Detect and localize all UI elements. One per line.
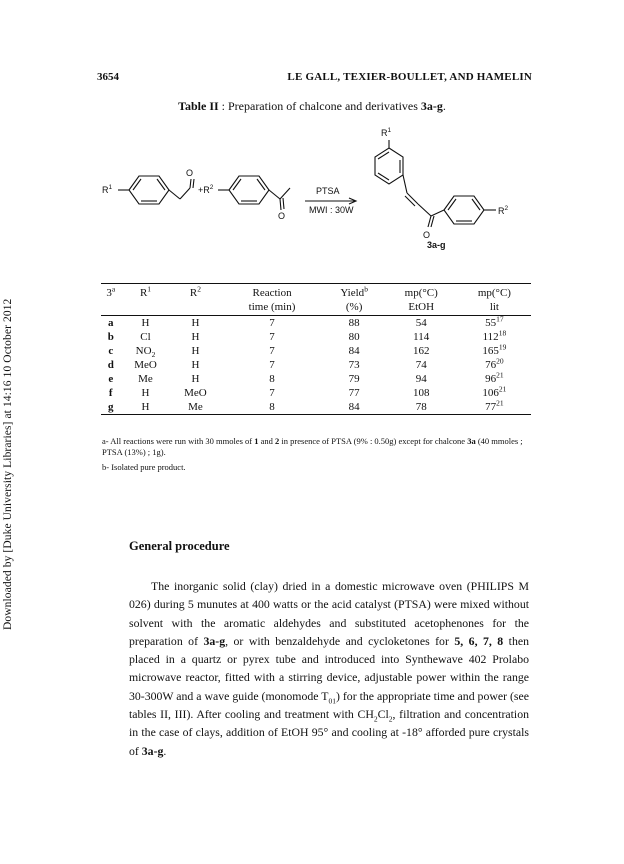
table-row [101,316,531,331]
col-subheader [170,300,220,316]
cell-yield: 79 [348,373,360,385]
cell-lit: $76^{20}$ [485,356,504,371]
scheme-ketone-oxygen: O [278,211,286,221]
cell-time: 7 [269,359,275,371]
table-row [101,344,531,358]
col-header-reaction: Reaction [220,284,323,301]
cell-mp: 78 [385,400,458,415]
cell-r2: H [191,317,200,329]
col-subheader-time: time (min) [220,300,323,316]
cell-lit: $112^{18}$ [482,328,507,343]
running-title: LE GALL, TEXIER-BOULLET, AND HAMELIN [287,71,532,83]
cell-time: 7 [269,345,275,357]
footnote-b: b- Isolated pure product. [102,462,186,472]
cell-time: 7 [269,331,275,343]
col-header-yield: Yield$^b$ [324,284,385,301]
scheme-product-label: 3a-g [427,240,446,250]
cell-yield: 73 [348,359,360,371]
cell-compound: a [108,317,114,329]
cell-r2: MeO [184,387,207,399]
cell-yield: 88 [348,317,360,329]
section-heading: General procedure [129,539,230,553]
cell-compound: d [107,359,114,371]
cell-r1: H [121,400,171,415]
table-label: Table II [178,99,219,113]
table-row [101,372,531,386]
col-subheader-percent: (%) [324,300,385,316]
cell-compound: c [108,345,114,357]
results-table [101,283,531,415]
table-row [101,330,531,344]
cell-mp: 94 [415,373,427,385]
scheme-r1-left: $R^1$ [102,184,113,195]
cell-mp: 54 [415,317,427,329]
cell-lit: $106^{21}$ [482,384,507,399]
reaction-scheme [100,124,540,254]
table-row [101,358,531,372]
col-header-r2: $R^2$ [170,284,220,301]
scheme-plus-r2: $+R^2$ [198,184,214,195]
cell-r1: Cl [140,331,151,343]
body-paragraph: The inorganic solid (clay) dried in a domestic microwave oven (PHILIPS M 026) during 5 munutes at 400 watts or the acid catalyst (PTSA) were mixed without solvent with the aromatic aldehydes and substituted acetophenones for the preparation of 3a-g, or with benzaldehyde and cycloketones for 5, 6, 7, 8 then placed in a quartz or pyrex tube and introduced into Synthewave 402 Prolabo microwave reactor, fitted with a stirring device, adjustable power within the range 30-300W and a wave guide (monomode $T_{01}$) for the appropriate time and power (see tables II, III). After cooling and treatment with $CH_2Cl_2$, filtration and concentration in the case of clays, addition of EtOH 95° and cooling at -18° afforded pure crystals of 3a-g. [129,579,530,758]
cell-yield: 84 [324,400,385,415]
scheme-product-r2: $R^2$ [498,205,509,216]
col-header-mp-etoh: mp(°C) [385,284,458,301]
cell-r2: Me [170,400,220,415]
cell-r1: H [141,387,150,399]
cell-compound: b [107,331,114,343]
cell-lit: $55^{17}$ [485,314,504,329]
col-header-r1: $R^1$ [121,284,171,301]
cell-mp: 162 [412,345,430,357]
cell-r2: H [191,331,200,343]
cell-mp: 108 [412,387,430,399]
cell-lit: $77^{21}$ [458,400,531,415]
scheme-product-r1: $R^1$ [381,127,392,138]
cell-time: 7 [269,317,275,329]
footnote-a: a- All reactions were run with 30 mmoles of 1 and 2 in presence of PTSA (9% : 0.50g) except for chalcone 3a (40 mmoles ; PTSA (13%) ; 1g). [102,436,523,457]
download-watermark [2,298,22,650]
cell-time: 8 [220,400,323,415]
col-header-compound: 3$^a$ [101,284,121,301]
col-subheader [101,300,121,316]
col-subheader-etoh: EtOH [385,300,458,316]
download-watermark-text: Downloaded by [Duke University Libraries] at 14:16 10 October 2012 [2,298,14,630]
scheme-reagent-mwi: MWI : 30W [309,205,354,215]
cell-lit: $96^{21}$ [485,370,504,385]
cell-r2: H [191,359,200,371]
product-bottom-ring [444,196,484,224]
table-header-row-2 [101,300,531,316]
table-row [101,400,531,415]
caption-end: . [442,99,446,113]
aldehyde-benzene-ring [129,176,169,204]
col-subheader-lit: lit [458,300,531,316]
cell-compound: g [101,400,121,415]
cell-compound: f [108,387,113,399]
scheme-product-oxygen: O [423,230,431,240]
cell-time: 8 [269,373,275,385]
scheme-aldehyde-oxygen: O [186,168,194,178]
cell-r2: H [191,373,200,385]
cell-lit: $165^{19}$ [482,342,507,357]
cell-r1: MeO [134,359,157,371]
cell-r1: $NO_2$ [135,345,156,360]
table-header-row [101,284,531,301]
cell-yield: 80 [348,331,360,343]
caption-compound: 3a-g [420,99,443,113]
cell-yield: 77 [348,387,360,399]
cell-r1: Me [138,373,153,385]
cell-r2: H [191,345,200,357]
page-number: 3654 [97,71,119,83]
product-top-ring [375,148,403,184]
cell-r1: H [141,317,150,329]
ketone-benzene-ring [229,176,269,204]
cell-yield: 84 [348,345,360,357]
table-row [101,386,531,400]
col-subheader [121,300,171,316]
cell-compound: e [108,373,114,385]
cell-mp: 74 [415,359,427,371]
cell-mp: 114 [413,331,430,343]
table-caption [0,99,624,114]
scheme-reagent-ptsa: PTSA [316,186,340,196]
cell-time: 7 [269,387,275,399]
col-header-mp-lit: mp(°C) [458,284,531,301]
caption-text: : Preparation of chalcone and derivatives [218,99,421,113]
